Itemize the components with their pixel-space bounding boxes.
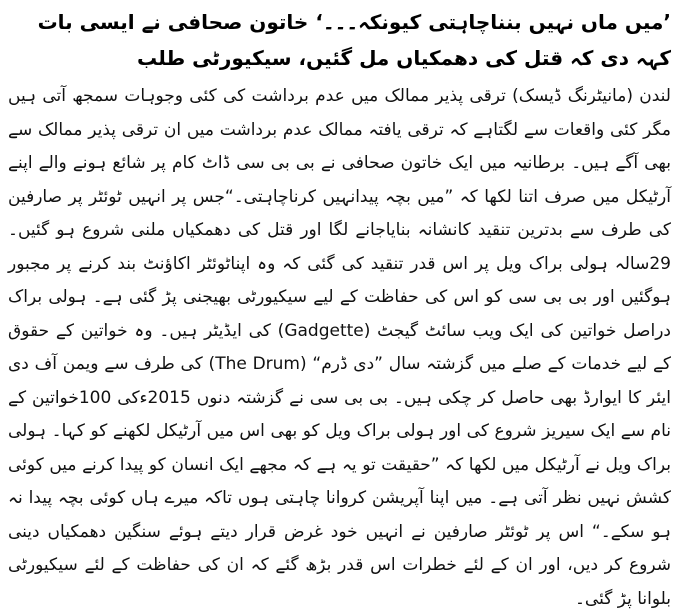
article-headline: ’میں ماں نہیں بنناچاہتی کیونکہ۔۔۔‘ خاتون صحافی نے ایسی بات کہہ دی کہ قتل کی دھمکیاں مل گئیں، سیکیورٹی طلب: [37, 10, 671, 70]
article-body: لندن (مانیٹرنگ ڈیسک) ترقی پذیر ممالک میں عدم برداشت کی کئی وجوہات سمجھ آتی ہیں مگر کئی واقعات سے لگتاہے کہ ترقی یافتہ ممالک عدم برداشت میں ان ترقی پذیر ممالک سے بھی آگے ہیں۔ برطانیہ میں ایک خاتون صحافی نے بی بی سی ڈاٹ کام پر شائع ہونے والے اپنے آرٹیکل میں صرف اتنا لکھا کہ ”میں بچہ پیدانہیں کرناچاہتی۔“جس پر انہیں ٹوئٹر پر صارفین کی طرف سے بدترین تنقید کانشانہ بنایاجانے لگا اور قتل کی دھمکیاں ملنی شروع ہو گئیں۔ 29سالہ ہولی براک ویل پر اس قدر تنقید کی گئی کہ وہ اپناٹوئٹر اکاﺅنٹ بند کرنے پر مجبور ہوگئیں اور بی بی سی کو اس کی حفاظت کے لیے سیکیورٹی بھیجنی پڑ گئی ہے۔ ہولی براک دراصل خواتین کی ایک ویب سائٹ گیجٹ (Gadgette) کی ایڈیٹر ہیں۔ وہ خواتین کے حقوق کے لیے خدمات کے صلے میں گزشتہ سال ”دی ڈرم“ (The Drum) کی طرف سے ویمن آف دی ایئر کا ایوارڈ بھی حاصل کر چکی ہیں۔ بی بی سی نے گزشتہ دنوں 2015ءکی 100خواتین کے نام سے ایک سیریز شروع کی اور ہولی براک ویل کو بھی اس میں آرٹیکل لکھنے کو کہا۔ ہولی براک ویل نے آرٹیکل میں لکھا کہ ”حقیقت تو یہ ہے کہ مجھے ایک انسان کو پیدا کرنے میں کوئی کشش نہیں نظر آتی ہے۔ میں اپنا آپریشن کروانا چاہتی ہوں تاکہ میرے ہاں کوئی بچہ پیدا نہ ہو سکے۔“ اس پر ٹوئٹر صارفین نے انہیں خود غرض قرار دیتے ہوئے سنگین دھمکیاں دینی شروع کر دیں، اور ان کے لئے خطرات اس قدر بڑھ گئے کہ ان کی حفاظت کے لئے سیکیورٹی بلوانا پڑ گئی۔: [8, 86, 671, 609]
